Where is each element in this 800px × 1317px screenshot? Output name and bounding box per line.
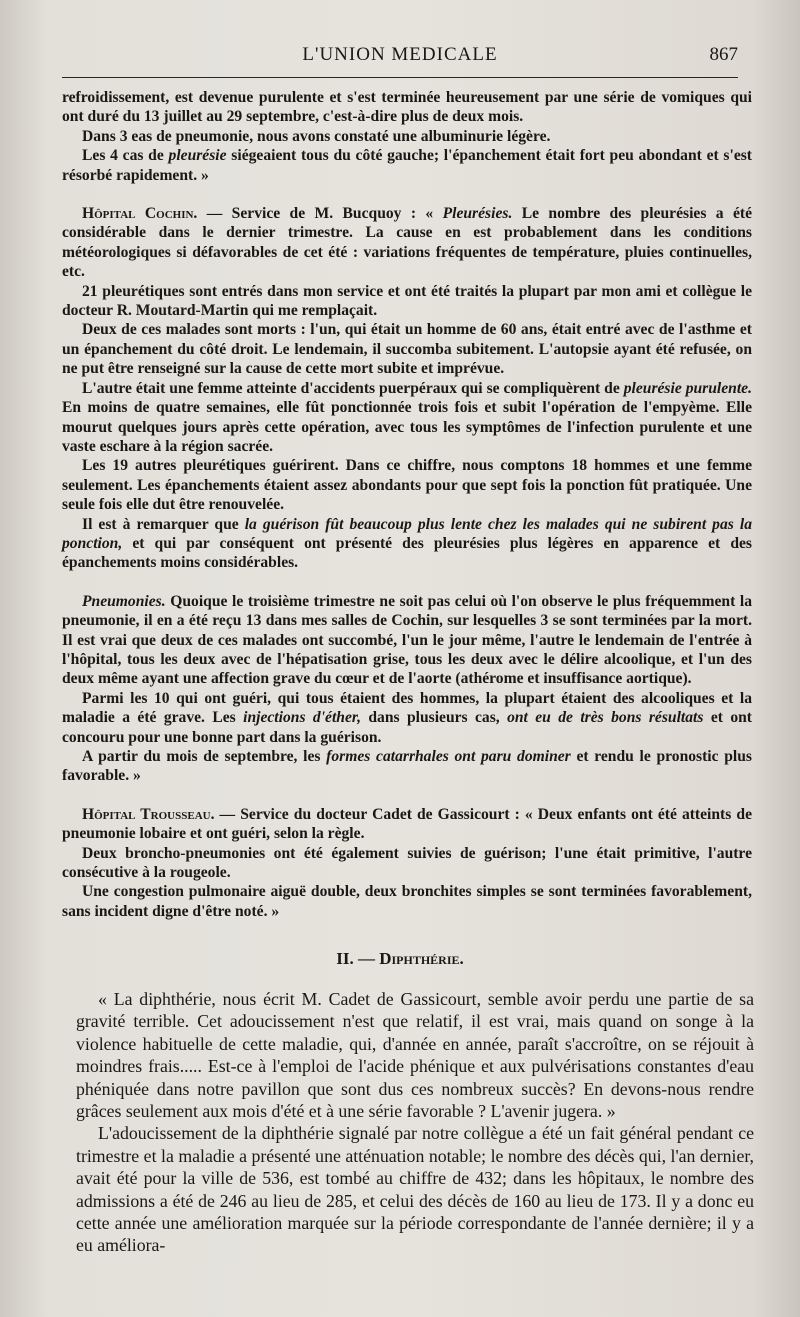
paragraph-refroidissement: refroidissement, est devenue purulente et s'est terminée heureusement par une série de vomiques qui ont duré du 13 juillet au 29 septembre, c'est-à-dire plus de deux mois. xyxy=(62,89,752,126)
paragraph-pneumonies: Pneumonies. Quoique le troisième trimestre ne soit pas celui où l'on observe le plus fréquemment la pneumonie, il en a été reçu 13 dans mes salles de Cochin, sur lesquelles 3 se sont terminées par la mort. Il est vrai que deux de ces malades ont succombé, l'un le jour même, l'autre le lendemain de l'entrée à l'hôpital, tous les deux avec de l'hépatisation grise, tous les deux avec le délire alcoolique, et l'un des deux même ayant une affection grave du cœur et de l'aorte (athérome et insuffisance aortique). xyxy=(62,592,752,688)
paragraph-congestion: Une congestion pulmonaire aiguë double, deux bronchites simples se sont terminées favorablement, sans incident digne d'être noté. » xyxy=(62,883,752,920)
section-heading: II. — Diphthérie. xyxy=(336,949,464,968)
report-body xyxy=(62,88,752,921)
header-rule xyxy=(62,77,738,78)
paragraph-hopital-cochin: Hôpital Cochin. — Service de M. Bucquoy : « Pleurésies. Le nombre des pleurésies a été considérable dans le dernier trimestre. La cause en est probablement dans les conditions météorologiques si défavorables de cet été : variations fréquentes de température, pluies continuelles, etc. xyxy=(62,205,752,281)
paragraph-pleuresie-gauche: Les 4 cas de pleurésie siégeaient tous du côté gauche; l'épanchement était fort peu abondant et s'est résorbé rapidement. » xyxy=(62,147,752,184)
paragraph-hopital-trousseau: Hôpital Trousseau. — Service du docteur Cadet de Gassicourt : « Deux enfants ont été atteints de pneumonie lobaire et ont guéri, selon la règle. xyxy=(62,805,752,843)
paragraph-remarque-ponction: Il est à remarquer que la guérison fût beaucoup plus lente chez les malades qui ne subirent pas la ponction, et qui par conséquent ont présenté des pleurésies plus légères en apparence et des épanchements moins considérables. xyxy=(62,515,753,572)
diphtherie-body xyxy=(76,988,754,1257)
paragraph-pneumonie-albuminurie: Dans 3 eas de pneumonie, nous avons constaté une albuminurie légère. xyxy=(82,127,551,145)
paragraph-deux-morts: Deux de ces malades sont morts : l'un, qui était un homme de 60 ans, était entré avec de l'asthme et un épanchement du côté droit. Le lendemain, il succomba subitement. L'autopsie ayant été refusée, on ne put être renseigné sur la cause de cette mort subite et imprévue. xyxy=(62,321,752,378)
running-header xyxy=(62,44,738,76)
page-number: 867 xyxy=(709,44,738,65)
hospital-name-trousseau: Hôpital Trousseau. xyxy=(82,805,215,823)
journal-title: L'UNION MEDICALE xyxy=(302,44,498,65)
paragraph-adoucissement: L'adoucissement de la diphthérie signalé par notre collègue a été un fait général pendant ce trimestre et la maladie a présenté une atténuation notable; le nombre des décès qui, l'an dernier, avait été pour la ville de 536, est tombé au chiffre de 432; dans les hôpitaux, le nombre des admissions a été de 246 au lieu de 285, et celui des décès de 160 au lieu de 173. Il y a donc eu cette année une amélioration marquée sur la période correspondante de l'année dernière; il y a eu améliora- xyxy=(76,1123,754,1256)
hospital-name-cochin: Hôpital Cochin. xyxy=(82,205,198,223)
paragraph-alcooliques: Parmi les 10 qui ont guéri, qui tous étaient des hommes, la plupart étaient des alcooliques et la maladie a été grave. Les injections d'éther, dans plusieurs cas, ont eu de très bons résultats et ont concouru pour une bonne part dans la guérison. xyxy=(62,689,752,746)
paragraph-formes-catarrhales: A partir du mois de septembre, les formes catarrhales ont paru dominer et rendu le pronostic plus favorable. » xyxy=(62,748,753,785)
paragraph-pleuretiques: 21 pleurétiques sont entrés dans mon service et ont été traités la plupart par mon ami et collègue le docteur R. Moutard-Martin qui me remplaçait. xyxy=(62,282,752,320)
paragraph-femme-puerperale: L'autre était une femme atteinte d'accidents puerpéraux qui se compliquèrent de pleurésie purulente. En moins de quatre semaines, elle fût ponctionnée trois fois et subit l'opération de l'empyème. Elle mourut quelques jours après cette opération, avec tous les symptômes de l'infection purulente et une vaste eschare à la région sacrée. xyxy=(62,379,752,455)
paragraph-broncho-pneumonies: Deux broncho-pneumonies ont été également suivies de guérison; l'une était primitive, l'autre consécutive à la rougeole. xyxy=(62,844,752,882)
paragraph-guerisons: Les 19 autres pleurétiques guérirent. Dans ce chiffre, nous comptons 18 hommes et une femme seulement. Les épanchements étaient assez abondants pour que sept fois la ponction fût pratiquée. Une seule fois elle dut être renouvelée. xyxy=(62,457,752,514)
paragraph-cadet-quote: « La diphthérie, nous écrit M. Cadet de Gassicourt, semble avoir perdu une partie de sa gravité terrible. Cet adoucissement n'est que relatif, il est vrai, mais quand on songe à la violence habituelle de cette maladie, qui, d'année en année, paraît s'accroître, on se réjouit à moindres frais..... Est-ce à l'emploi de l'acide phénique et aux pulvérisations constantes d'eau phéniquée dans notre pavillon que sont dus ces nombreux succès? En devons-nous rendre grâces seulement aux mois d'été et à une série favorable ? L'avenir jugera. » xyxy=(76,989,754,1122)
